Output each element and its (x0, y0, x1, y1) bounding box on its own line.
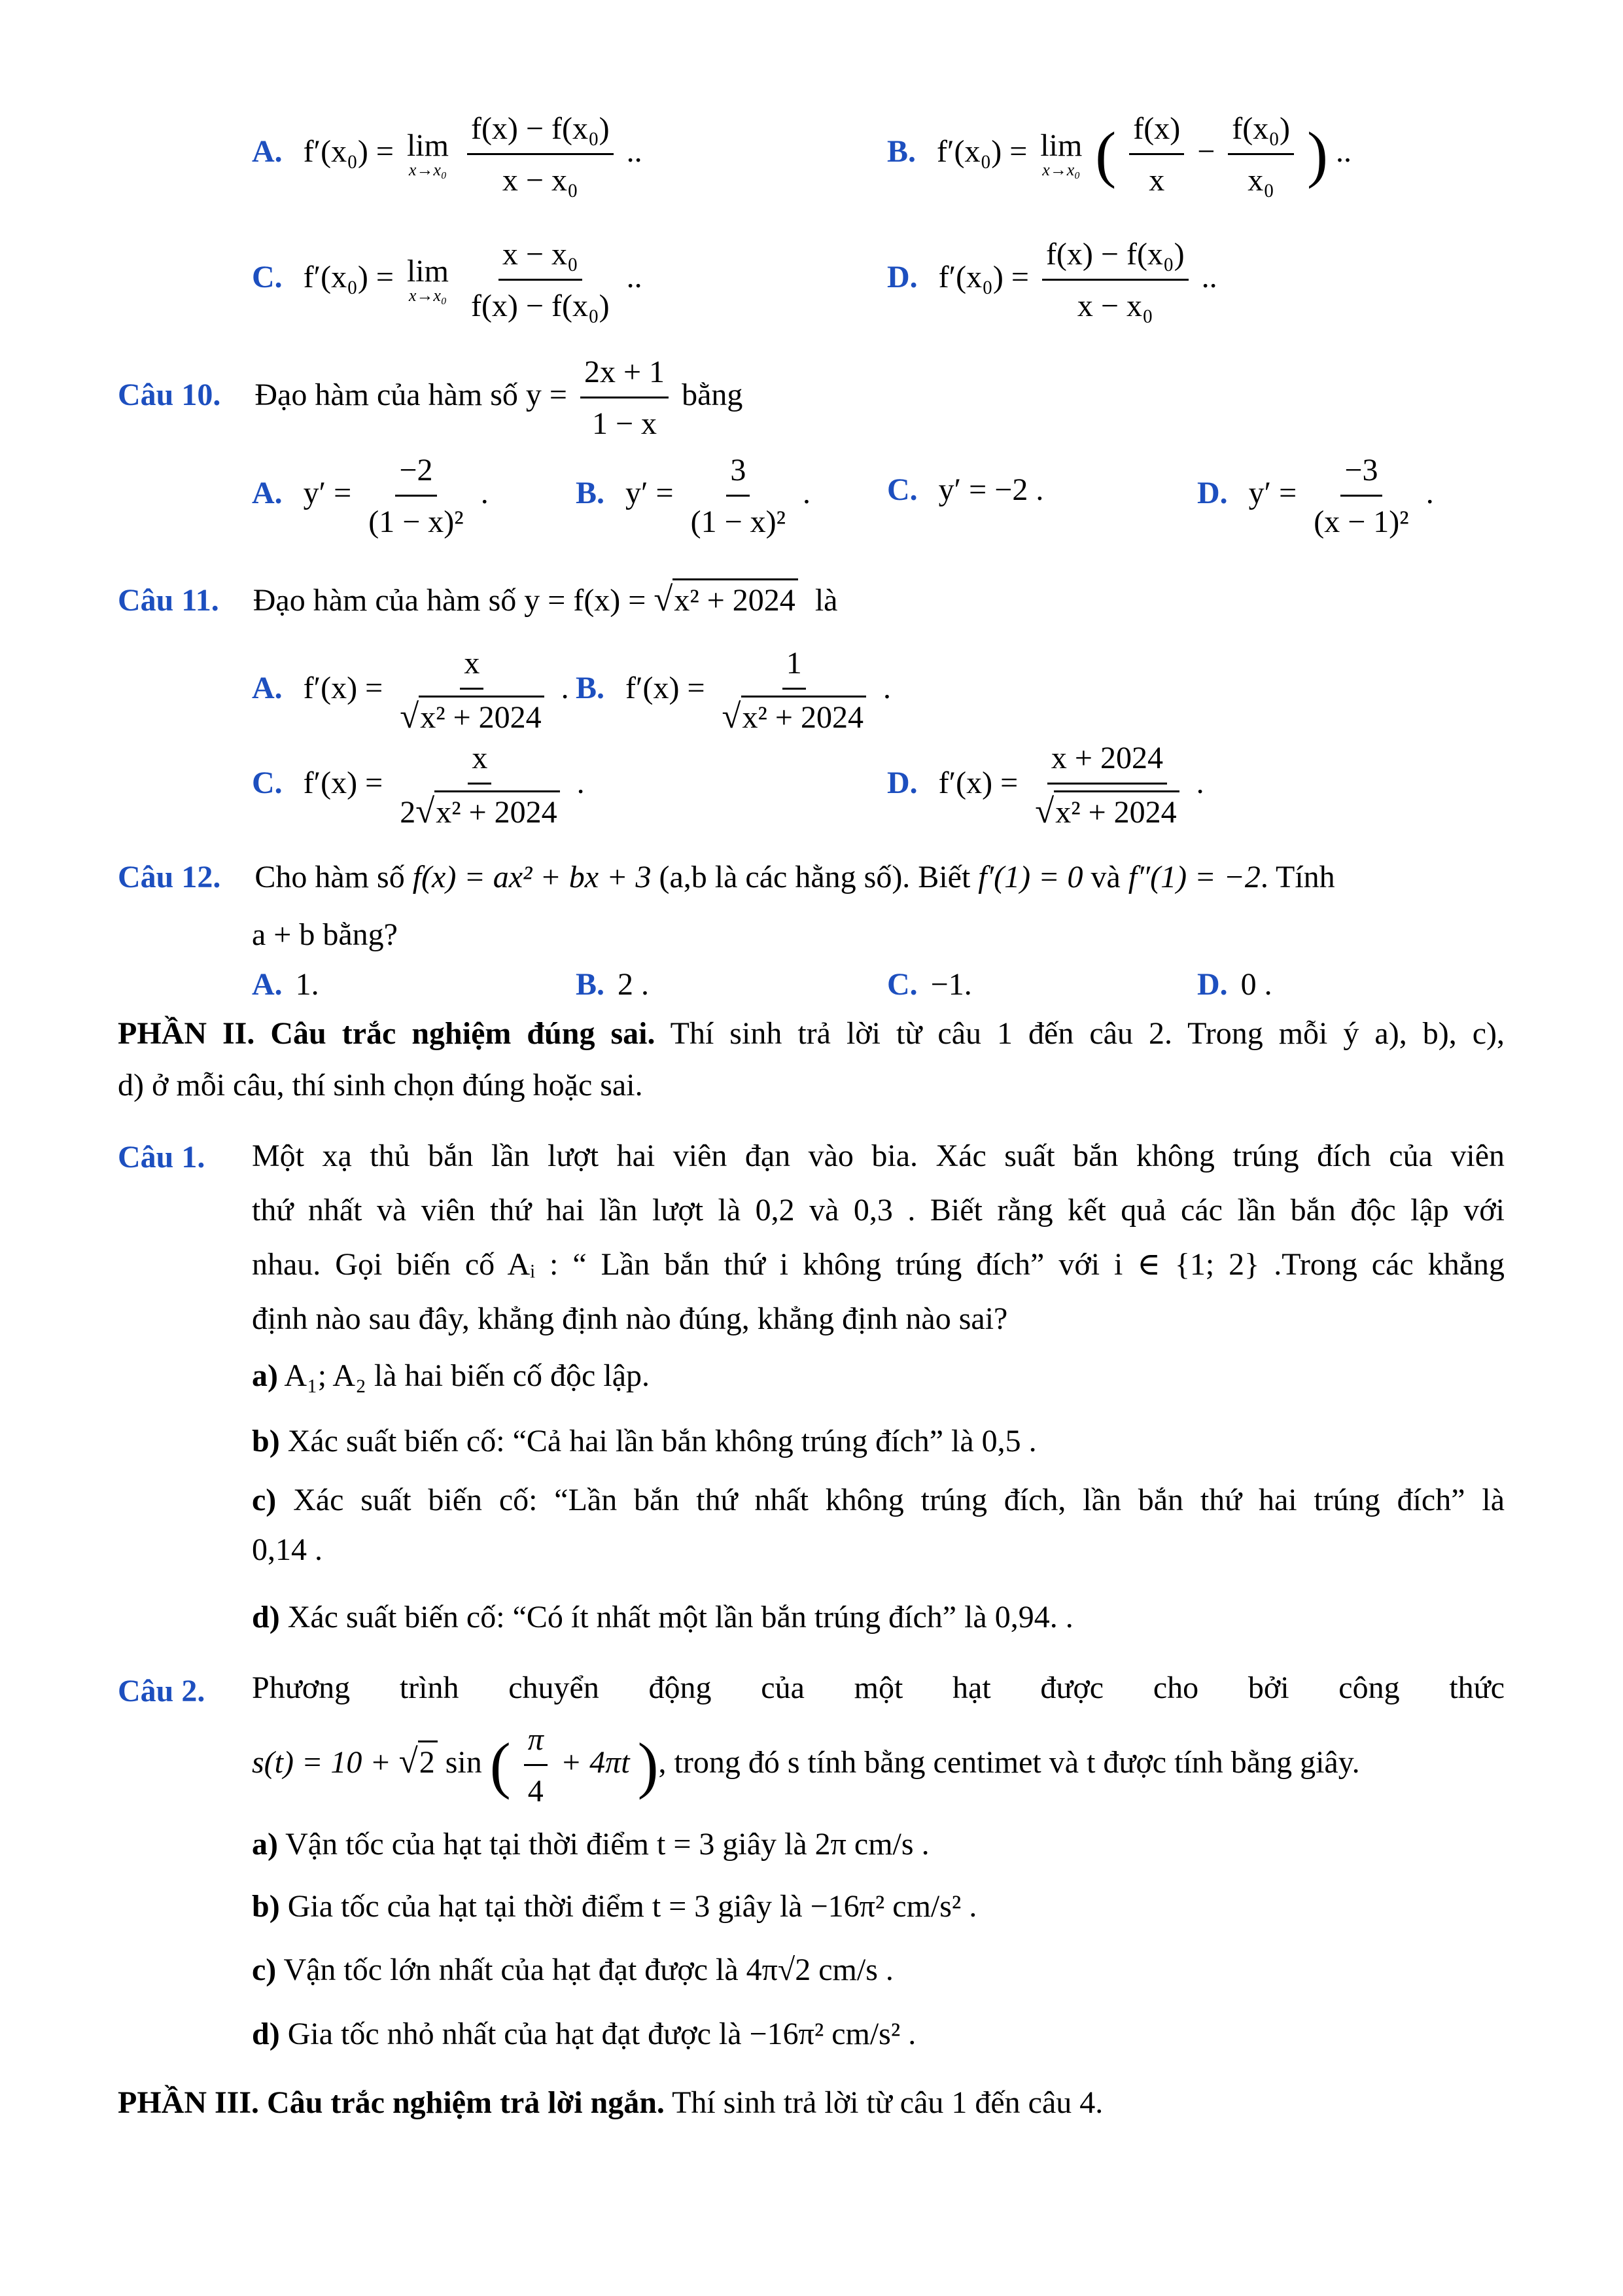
p2q1-stem: Một xạ thủ bắn lần lượt hai viên đạn vào bia. Xác suất bắn không trúng đích của viên thứ nhất và viên thứ hai lần lượt là 0,2 và 0,3 . Biết rằng kết quả các lần bắn độc lập với nhau. Gọi biến cố Aᵢ : “ Lần bắn thứ i không trúng đích” với i ∈ {1; 2} .Trong các khẳng định nào sau đây, khẳng định nào đúng, khẳng định nào sai? (252, 1139, 1505, 1336)
fraction: $\frac{-2}{\text{(1 − x)²}}$ (368, 453, 464, 539)
p2q1-statement-d[interactable]: d) Xác suất biến cố: “Có ít nhất một lần bắn trúng đích” là 0,94. . (252, 1600, 1073, 1634)
fraction: $\frac{2x + 1}{1 - x}$ (580, 353, 669, 442)
fraction: $\frac{3}{\text{(1 − x)²}}$ (690, 453, 786, 539)
fraction: $\frac{\text{f(x) − f(x₀)}}{\text{x − x₀}}$ (1042, 236, 1189, 325)
q11-option-d[interactable]: D. f′(x) = $\frac{x + 2024}{\text{√x² + 2024}}$ . (887, 739, 1204, 832)
q9-option-b[interactable]: B. f′(x₀) = lim x→x₀ ( $\frac{f(x)}{x}$ − $\frac{\text{f(x₀)}}{\text{x₀}}$ ) .. (887, 110, 1352, 199)
q12-option-a[interactable]: A. 1. (252, 967, 319, 1002)
part3-heading: PHẦN III. Câu trắc nghiệm trả lời ngắn. Thí sinh trả lời từ câu 1 đến câu 4. (118, 2085, 1104, 2120)
fraction: $\frac{x + 2024}{\text{√x² + 2024}}$ (1031, 739, 1183, 832)
q9-option-a[interactable]: A. f′(x₀) = lim x→x₀ $\frac{\text{f(x) − f(x₀)}}{\text{x − x₀}}$ .. (252, 110, 642, 199)
q12-stem-line2: a + b bằng? (252, 917, 398, 952)
q11-option-a[interactable]: A. f′(x) = $\frac{x}{\text{√x² + 2024}}$ . (252, 645, 569, 737)
fraction: $\frac{\text{x − x₀}}{\text{f(x) − f(x₀)}}$ (470, 237, 610, 323)
p2q1-statement-a[interactable]: a) A₁; A₂ là hai biến cố độc lập. (252, 1358, 650, 1393)
q12-option-c[interactable]: C. −1. (887, 967, 972, 1002)
p2q2-stem: Phương trình chuyển động của một hạt được cho bởi công thức (252, 1670, 1505, 1705)
p2q1-label: Câu 1. (118, 1140, 205, 1174)
q11-stem: Câu 11. Đạo hàm của hàm số y = f(x) = √x² + 2024 là (118, 579, 837, 620)
q12-stem: Câu 12. Cho hàm số f(x) = ax² + bx + 3 (a,b là các hằng số). Biết f′(1) = 0 và f″(1) = −2. Tính (118, 860, 1335, 894)
fraction: $\frac{x}{\text{√x² + 2024}}$ (396, 645, 548, 737)
part2-heading: PHẦN II. Câu trắc nghiệm đúng sai. Thí sinh trả lời từ câu 1 đến câu 2. Trong mỗi ý a), b), c), d) ở mỗi câu, thí sinh chọn đúng hoặc sai. (118, 1016, 1505, 1103)
fraction: $\frac{x}{\text{2√x² + 2024}}$ (396, 739, 563, 832)
fraction: $\frac{f(x)}{x}$ (1129, 110, 1184, 199)
q12-option-b[interactable]: B. 2 . (576, 967, 650, 1002)
fraction: $\frac{\text{f(x) − f(x₀)}}{\text{x − x₀}}$ (467, 110, 614, 199)
q12-option-d[interactable]: D. 0 . (1197, 967, 1272, 1002)
q10-option-a[interactable]: A. y′ = $\frac{-2}{\text{(1 − x)²}}$ . (252, 451, 489, 540)
p2q2-label: Câu 2. (118, 1674, 205, 1708)
fraction: $\frac{1}{\text{√x² + 2024}}$ (718, 645, 870, 737)
p2q2-statement-a[interactable]: a) Vận tốc của hạt tại thời điểm t = 3 giây là 2π cm/s . (252, 1827, 930, 1862)
limit-operator: lim x→x₀ (406, 128, 449, 180)
fraction: $\frac{\text{f(x₀)}}{\text{x₀}}$ (1228, 110, 1294, 199)
q9-option-c[interactable]: C. f′(x₀) = lim x→x₀ $\frac{\text{x − x₀}}{\text{f(x) − f(x₀)}}$ .. (252, 236, 642, 325)
q10-stem: Câu 10. Đạo hàm của hàm số y = $\frac{2x + 1}{1 - x}$ bằng (118, 353, 742, 442)
q10-option-c[interactable]: C. y′ = −2 . (887, 472, 1044, 507)
fraction: $\frac{\pi}{4}$ (524, 1721, 548, 1810)
q11-option-c[interactable]: C. f′(x) = $\frac{x}{\text{2√x² + 2024}}$ . (252, 739, 585, 832)
limit-operator: lim x→x₀ (1040, 128, 1083, 180)
p2q2-statement-d[interactable]: d) Gia tốc nhỏ nhất của hạt đạt được là −16π² cm/s² . (252, 2017, 916, 2051)
q10-option-b[interactable]: B. y′ = $\frac{3}{\text{(1 − x)²}}$ . (576, 451, 811, 540)
p2q1-statement-c[interactable]: c) Xác suất biến cố: “Lần bắn thứ nhất không trúng đích, lần bắn thứ hai trúng đích” là 0,14 . (252, 1483, 1505, 1567)
q10-option-d[interactable]: D. y′ = $\frac{-3}{\text{(x − 1)²}}$ . (1197, 451, 1434, 540)
p2q2-statement-c[interactable]: c) Vận tốc lớn nhất của hạt đạt được là 4π√2 cm/s . (252, 1952, 894, 1987)
q11-option-b[interactable]: B. f′(x) = $\frac{1}{\text{√x² + 2024}}$ . (576, 645, 891, 737)
limit-operator: lim x→x₀ (406, 254, 449, 306)
p2q1-statement-b[interactable]: b) Xác suất biến cố: “Cả hai lần bắn không trúng đích” là 0,5 . (252, 1424, 1037, 1458)
q9-option-d[interactable]: D. f′(x₀) = $\frac{\text{f(x) − f(x₀)}}{\text{x − x₀}}$ .. (887, 236, 1217, 325)
p2q2-statement-b[interactable]: b) Gia tốc của hạt tại thời điểm t = 3 giây là −16π² cm/s² . (252, 1889, 977, 1924)
fraction: $\frac{-3}{\text{(x − 1)²}}$ (1314, 453, 1409, 539)
p2q2-formula: s(t) = 10 + √2 sin ( $\frac{\pi}{4}$ + 4πt ), trong đó s tính bằng centimet và t được tính bằng giây. (252, 1721, 1360, 1810)
